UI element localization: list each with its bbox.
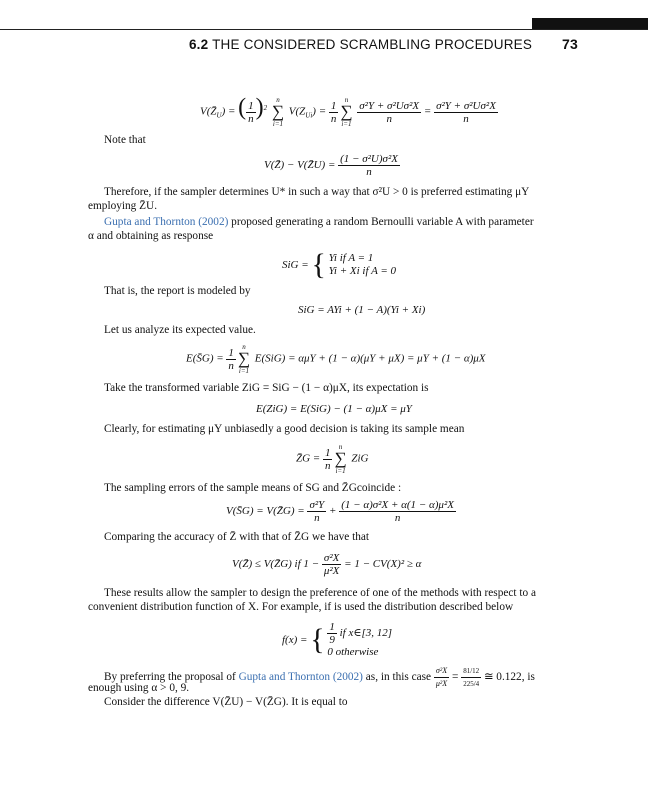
page-number: 73 [562, 36, 578, 52]
paragraph-therefore: Therefore, if the sampler determines U* in such a way that σ²U > 0 is preferred estimating μY [104, 186, 530, 198]
equation-expectation: E(S̄G) = $\frac{1}{n}$ n ∑ i=1 E(SiG) = αμY + (1 − α)(μY + μX) = μY + (1 − α)μX [186, 343, 486, 375]
equation-sampling-variance: V(S̄G) = V(Z̄G) = $\frac{\text{σ²Y}}{n}$ + $\frac{\text{(1 − α)σ²X + α(1 − α)μ²X}}{n}$ [226, 499, 454, 524]
equation-sample-mean: Z̄G = $\frac{1}{n}$ n ∑ i=1 ZiG [296, 443, 369, 475]
paragraph-consider: Consider the difference V(Z̄U) − V(Z̄G). It is equal to [104, 696, 348, 708]
equation-distribution: f(x) = { $\frac{1}{9}$ if x∈[3, 12] 0 otherwise [282, 621, 393, 658]
paragraph-expected: Let us analyze its expected value. [104, 324, 256, 336]
equation-response-cases: SiG = { Yi if A = 1 Yi + Xi if A = 0 [282, 248, 397, 281]
citation-link[interactable]: Gupta and Thornton (2002) [104, 216, 229, 228]
paragraph-gupta-cont: α and obtaining as response [88, 230, 214, 242]
equation-accuracy-condition: V(Z̄) ≤ V(Z̄G) if 1 − $\frac{\text{σ²X}}{\text{μ²X}}$ = 1 − CV(X)² ≥ α [232, 552, 422, 577]
equation-report-model: SiG = AYi + (1 − A)(Yi + Xi) [298, 304, 426, 316]
section-number: 6.2 [188, 37, 209, 52]
equation-variance-zu: $V(Z̄_U)$ = ( $\frac{1}{n}$ )$^2$ n ∑ i=1 $V(Z_{Ui})$ = $\frac{1}{n}$ n ∑ i=1 $\frac{\text{σ²Y + σ²Uσ²X}}{n}$ = $\frac{\text{σ²Y + σ²Uσ²X}}{n}$ [200, 94, 496, 128]
paragraph-comparing: Comparing the accuracy of Z̄ with that of Z̄G we have that [104, 531, 370, 543]
paragraph-note: Note that [104, 134, 146, 146]
paragraph-modeled: That is, the report is modeled by [104, 285, 251, 297]
paragraph-preferring: By preferring the proposal of Gupta and Thornton (2002) as, in this case $\frac{\text{σ²X}}{\text{μ²X}}$ = $\frac{81/12}{225/4}$ ≅ 0.122, is [104, 666, 535, 688]
equation-transformed-expectation: E(ZiG) = E(SiG) − (1 − α)μX = μY [256, 403, 412, 415]
paragraph-preferring-cont: enough using α > 0, 9. [88, 682, 190, 694]
equation-difference: V(Z̄) − V(Z̄U) = $\frac{\text{(1 − σ²U)σ²X}}{n}$ [264, 153, 398, 178]
paragraph-sampling-errors: The sampling errors of the sample means of SG and Z̄Gcoincide : [104, 482, 402, 494]
section-title: THE CONSIDERED SCRAMBLING PROCEDURES [212, 37, 533, 52]
paragraph-clearly: Clearly, for estimating μY unbiasedly a good decision is taking its sample mean [104, 423, 465, 435]
citation-link-2[interactable]: Gupta and Thornton (2002) [238, 671, 363, 684]
paragraph-results: These results allow the sampler to design the preference of one of the methods with respect to a [104, 587, 536, 599]
paragraph-gupta: Gupta and Thornton (2002) proposed generating a random Bernoulli variable A with parameter [104, 216, 534, 228]
paragraph-therefore-cont: employing Z̄U. [88, 200, 158, 212]
header-rule [0, 29, 648, 30]
paragraph-results-cont: convenient distribution function of X. For example, if is used the distribution described below [88, 601, 514, 613]
running-header [0, 36, 578, 52]
paragraph-transformed: Take the transformed variable ZiG = SiG − (1 − α)μX, its expectation is [104, 382, 429, 394]
